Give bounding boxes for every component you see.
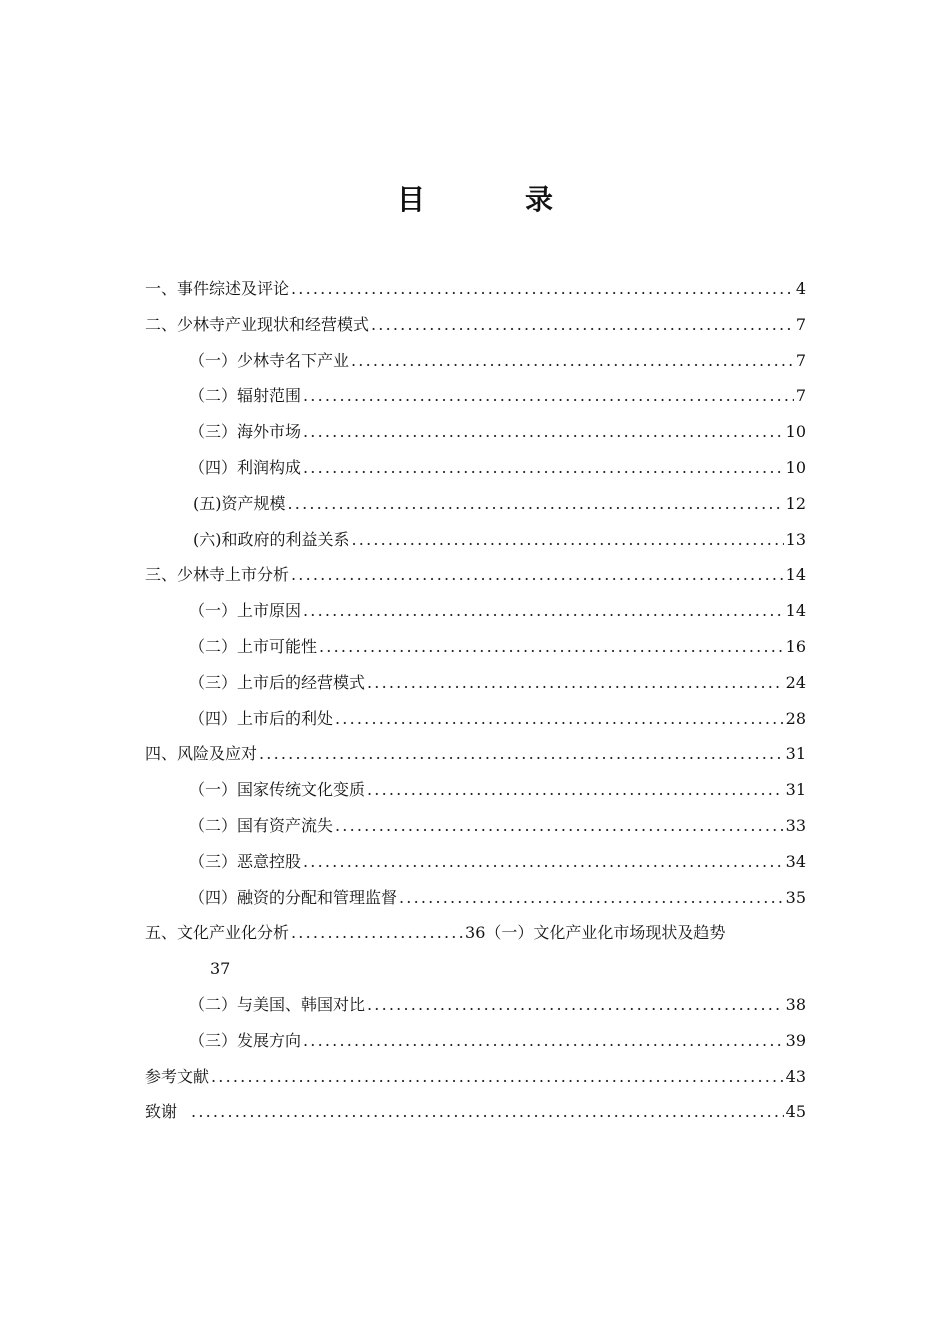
toc-entry-page: 7 (795, 386, 806, 406)
toc-entry-label: （一）上市原因 (189, 601, 302, 621)
dot-leader (367, 772, 784, 808)
dot-leader (191, 1094, 784, 1130)
page-title: 目 录 (396, 183, 589, 216)
toc-entry[interactable] (145, 1023, 806, 1059)
dot-leader (291, 271, 794, 307)
toc-entry[interactable] (145, 414, 806, 450)
toc-entry-page-continued: 37 (210, 959, 231, 979)
toc-entry-page: 4 (795, 279, 806, 298)
toc-entry-page: 39 (785, 1030, 806, 1050)
toc-entry-page: 7 (795, 350, 806, 370)
dot-leader (367, 987, 784, 1023)
dot-leader (335, 808, 784, 844)
toc-entry[interactable] (145, 701, 806, 737)
toc-entry[interactable] (145, 307, 806, 343)
toc-entry-label: 致谢 (145, 1102, 178, 1122)
toc-entry-label: 二、少林寺产业现状和经营模式 (145, 314, 370, 334)
toc-entry-page: 34 (785, 851, 806, 871)
dot-leader (351, 343, 794, 379)
dot-leader (367, 665, 784, 701)
toc-entry-label: （一）少林寺名下产业 (189, 350, 350, 370)
toc-entry-label: （一）国家传统文化变质 (189, 780, 366, 800)
toc-entry[interactable] (145, 629, 806, 665)
dot-leader (303, 450, 784, 486)
toc-entry-page: 33 (785, 815, 806, 835)
toc-entry[interactable] (145, 772, 806, 808)
toc-entry-label: （二）上市可能性 (189, 636, 318, 656)
dot-leader (291, 557, 784, 593)
table-of-contents (145, 271, 806, 1130)
toc-entry-label: 参考文献 (145, 1066, 210, 1086)
toc-entry-page: 28 (785, 708, 806, 728)
toc-entry-page: 14 (785, 601, 806, 621)
toc-entry-page: 31 (785, 744, 806, 764)
dot-leader (303, 414, 784, 450)
toc-entry-label: (五)资产规模 (193, 493, 286, 513)
toc-entry-label: (六)和政府的利益关系 (193, 529, 350, 549)
toc-entry-page: 45 (785, 1102, 806, 1122)
toc-entry-page: 10 (785, 422, 806, 442)
dot-leader (288, 486, 784, 522)
toc-entry-label: （二）国有资产流失 (189, 815, 334, 835)
toc-entry-label: 三、少林寺上市分析 (145, 565, 290, 585)
toc-entry[interactable] (145, 880, 806, 916)
toc-entry-label: （三）恶意控股 (189, 851, 302, 871)
toc-entry-label: （三）上市后的经营模式 (189, 672, 366, 692)
toc-entry-label: （四）利润构成 (189, 457, 302, 477)
dot-leader (303, 844, 784, 880)
dot-leader (335, 701, 784, 737)
toc-entry[interactable] (145, 450, 806, 486)
toc-entry-page: 35 (785, 887, 806, 907)
toc-entry-page: 24 (785, 672, 806, 692)
toc-entry-page: 14 (785, 565, 806, 585)
toc-entry-label: 五、文化产业化分析 (145, 923, 290, 943)
toc-entry[interactable] (145, 522, 806, 558)
toc-entry-label-tail: （一）文化产业化市场现状及趋势 (485, 923, 726, 943)
dot-leader (303, 378, 794, 414)
toc-entry[interactable] (145, 987, 806, 1023)
dot-leader (291, 915, 463, 951)
toc-entry-label: （二）辐射范围 (189, 386, 302, 406)
toc-entry[interactable] (145, 378, 806, 414)
toc-entry-label: （四）融资的分配和管理监督 (189, 887, 398, 907)
toc-entry-page: 12 (785, 493, 806, 513)
toc-entry-page: 43 (785, 1066, 806, 1086)
dot-leader (352, 522, 784, 558)
toc-entry[interactable] (145, 486, 806, 522)
dot-leader (371, 307, 794, 343)
toc-entry[interactable] (145, 808, 806, 844)
toc-entry[interactable] (145, 1094, 806, 1130)
dot-leader (211, 1059, 784, 1095)
toc-entry-label: 一、事件综述及评论 (145, 279, 290, 298)
toc-entry[interactable] (145, 271, 806, 307)
toc-entry-page: 13 (785, 529, 806, 549)
toc-entry-label: （四）上市后的利处 (189, 708, 334, 728)
toc-entry[interactable] (145, 593, 806, 629)
toc-entry-label: 四、风险及应对 (145, 744, 258, 764)
toc-entry[interactable] (145, 736, 806, 772)
dot-leader (303, 593, 784, 629)
dot-leader (399, 880, 784, 916)
dot-leader (303, 1023, 784, 1059)
toc-entry-label: （二）与美国、韩国对比 (189, 994, 366, 1014)
toc-entry[interactable] (145, 844, 806, 880)
toc-entry[interactable] (145, 1059, 806, 1095)
toc-entry[interactable] (145, 343, 806, 379)
dot-leader (259, 736, 784, 772)
toc-entry-label: （三）海外市场 (189, 422, 302, 442)
toc-entry[interactable] (145, 557, 806, 593)
toc-entry-page: 16 (785, 636, 806, 656)
toc-entry-page: 31 (785, 780, 806, 800)
toc-entry-page: 36 (465, 923, 486, 943)
toc-entry-label: （三）发展方向 (189, 1030, 302, 1050)
toc-entry-page: 10 (785, 457, 806, 477)
toc-entry[interactable] (145, 915, 806, 951)
toc-entry-page: 7 (795, 314, 806, 334)
toc-entry[interactable] (145, 665, 806, 701)
dot-leader (319, 629, 784, 665)
toc-entry-page: 38 (785, 994, 806, 1014)
